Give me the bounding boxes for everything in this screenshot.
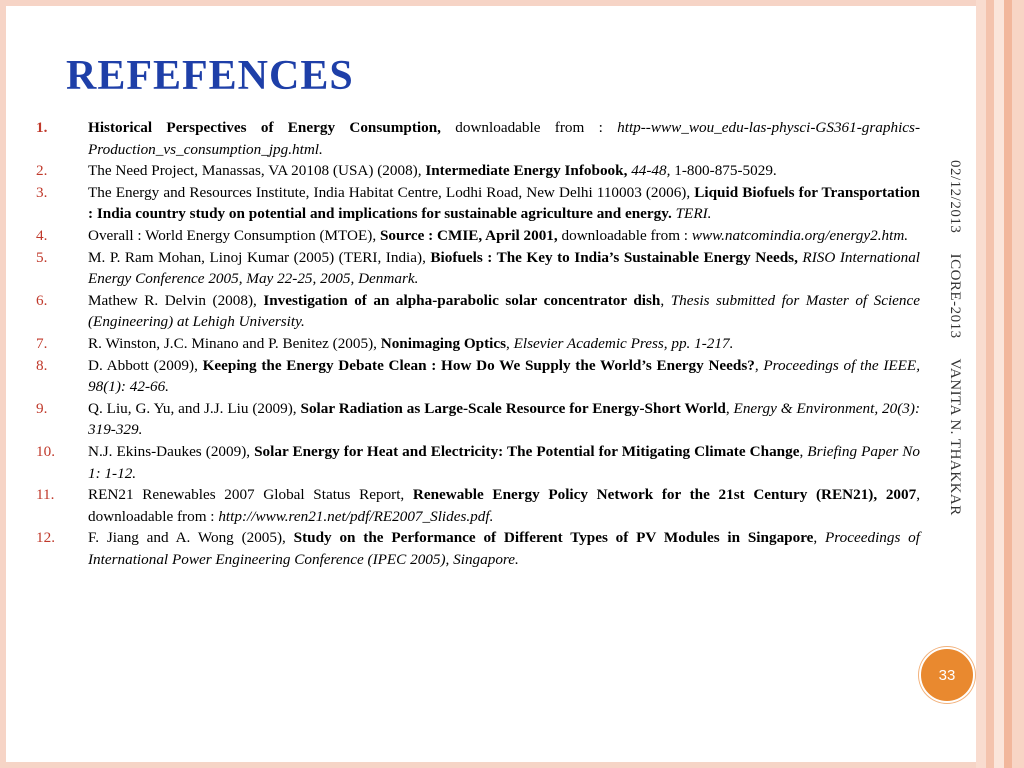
- frame-bottom: [0, 762, 1024, 768]
- reference-number: 2.: [36, 162, 48, 180]
- reference-text: REN21 Renewables 2007 Global Status Report,: [88, 486, 413, 504]
- reference-source: http://www.ren21.net/pdf/RE2007_Slides.pdf.: [218, 507, 494, 525]
- reference-item: [36, 398, 920, 441]
- side-date: 02/12/2013: [947, 160, 963, 234]
- reference-text: ,: [660, 291, 671, 309]
- reference-title: Source : CMIE, April 2001,: [379, 226, 558, 244]
- stripe: [1004, 0, 1012, 768]
- frame-left: [0, 0, 6, 768]
- reference-title: Intermediate Energy Infobook,: [421, 162, 628, 180]
- reference-item: [36, 290, 920, 333]
- reference-source: Proceedings of International Power Engineering Conference (IPEC 2005), Singapore.: [88, 529, 920, 568]
- page-number-badge: 33: [919, 647, 975, 703]
- reference-source: TERI.: [671, 205, 712, 223]
- reference-text: Q. Liu, G. Yu, and J.J. Liu (2009),: [88, 399, 301, 417]
- reference-item: [36, 247, 920, 290]
- reference-text: M. P. Ram Mohan, Linoj Kumar (2005) (TERI, India),: [88, 248, 431, 266]
- reference-item: [36, 355, 920, 398]
- reference-number: 1.: [36, 119, 48, 136]
- reference-source: Proceedings of the IEEE, 98(1): 42-66.: [88, 356, 921, 396]
- reference-text: N.J. Ekins-Daukes (2009),: [88, 442, 255, 460]
- reference-text: ,: [813, 529, 826, 547]
- reference-title: Historical Perspectives of Energy Consumption,: [88, 119, 441, 136]
- reference-source: Energy & Environment, 20(3): 319-329.: [88, 399, 921, 439]
- stripe: [994, 0, 1004, 768]
- reference-number: 9.: [36, 399, 48, 417]
- reference-text: D. Abbott (2009),: [88, 356, 203, 374]
- reference-text: downloadable from :: [557, 226, 692, 244]
- reference-text: ,: [799, 442, 808, 460]
- reference-text: downloadable from :: [440, 119, 618, 136]
- reference-text: 1-800-875-5029.: [670, 162, 777, 180]
- reference-number: 8.: [36, 356, 48, 374]
- reference-source: Thesis submitted for Master of Science (Engineering) at Lehigh University.: [88, 291, 920, 331]
- reference-number: 12.: [36, 529, 55, 547]
- reference-title: Keeping the Energy Debate Clean : How Do We Supply the World’s Energy Needs?: [202, 356, 755, 374]
- reference-title: Investigation of an alpha-parabolic solar concentrator dish: [263, 291, 661, 309]
- reference-title: Study on the Performance of Different Types of PV Modules in Singapore: [293, 529, 814, 547]
- stripe: [976, 0, 986, 768]
- reference-title: Renewable Energy Policy Network for the 21st Century (REN21), 2007: [412, 486, 917, 504]
- reference-source: 44-48,: [627, 162, 671, 180]
- reference-number: 10.: [36, 442, 55, 460]
- reference-text: Overall : World Energy Consumption (MTOE),: [88, 226, 380, 244]
- decorative-stripes: [976, 0, 1024, 768]
- side-footer: [946, 160, 963, 532]
- reference-item: [36, 441, 920, 484]
- reference-title: Nonimaging Optics: [380, 334, 507, 352]
- reference-source: www.natcomindia.org/energy2.htm.: [691, 226, 909, 244]
- reference-text: ,: [725, 399, 734, 417]
- reference-text: The Need Project, Manassas, VA 20108 (USA) (2008): [88, 162, 418, 180]
- reference-source: Briefing Paper No 1: 1-12.: [88, 442, 921, 482]
- reference-text: The Energy and Resources Institute, India Habitat Centre, Lodhi Road, New Delhi 110003 (2006),: [88, 183, 695, 201]
- reference-source: RISO International Energy Conference 2005, May 22-25, 2005, Denmark.: [88, 248, 921, 288]
- reference-number: 6.: [36, 291, 48, 309]
- slide-title: REFEFENCES: [66, 53, 354, 99]
- reference-number: 4.: [36, 226, 48, 244]
- side-author: VANITA N. THAKKAR: [947, 358, 963, 516]
- reference-number: 5.: [36, 248, 48, 266]
- reference-source: Elsevier Academic Press, pp. 1-217.: [513, 334, 734, 352]
- reference-text: R. Winston, J.C. Minano and P. Benitez (2005),: [88, 334, 381, 352]
- side-conference: ICORE-2013: [947, 253, 963, 339]
- stripe: [986, 0, 994, 768]
- reference-title: Liquid Biofuels for Transportation : India country study on potential and implications for sustainable agriculture and energy.: [88, 183, 921, 223]
- reference-item: [36, 117, 920, 160]
- reference-list: [36, 117, 920, 570]
- reference-number: 11.: [36, 486, 55, 504]
- reference-number: 3.: [36, 183, 48, 201]
- reference-number: 7.: [36, 334, 48, 352]
- stripe: [1012, 0, 1024, 768]
- reference-item: [36, 225, 920, 247]
- frame-top: [0, 0, 1024, 6]
- reference-item: [36, 484, 920, 527]
- reference-item: [36, 333, 920, 355]
- reference-text: F. Jiang and A. Wong (2005),: [88, 529, 294, 547]
- reference-source: ,: [417, 162, 422, 180]
- reference-source: http--www_wou_edu-las-physci-GS361-graphics-Production_vs_consumption_jpg.html.: [88, 119, 920, 158]
- reference-text: ,: [754, 356, 764, 374]
- reference-item: [36, 160, 920, 182]
- reference-title: Solar Radiation as Large-Scale Resource for Energy-Short World: [300, 399, 726, 417]
- reference-text: Mathew R. Delvin (2008),: [88, 291, 264, 309]
- reference-item: [36, 527, 920, 570]
- reference-item: [36, 182, 920, 225]
- reference-title: Solar Energy for Heat and Electricity: The Potential for Mitigating Climate Change: [254, 442, 800, 460]
- reference-text: , downloadable from :: [88, 486, 920, 525]
- reference-text: ,: [506, 334, 514, 352]
- reference-title: Biofuels : The Key to India’s Sustainable Energy Needs,: [430, 248, 798, 266]
